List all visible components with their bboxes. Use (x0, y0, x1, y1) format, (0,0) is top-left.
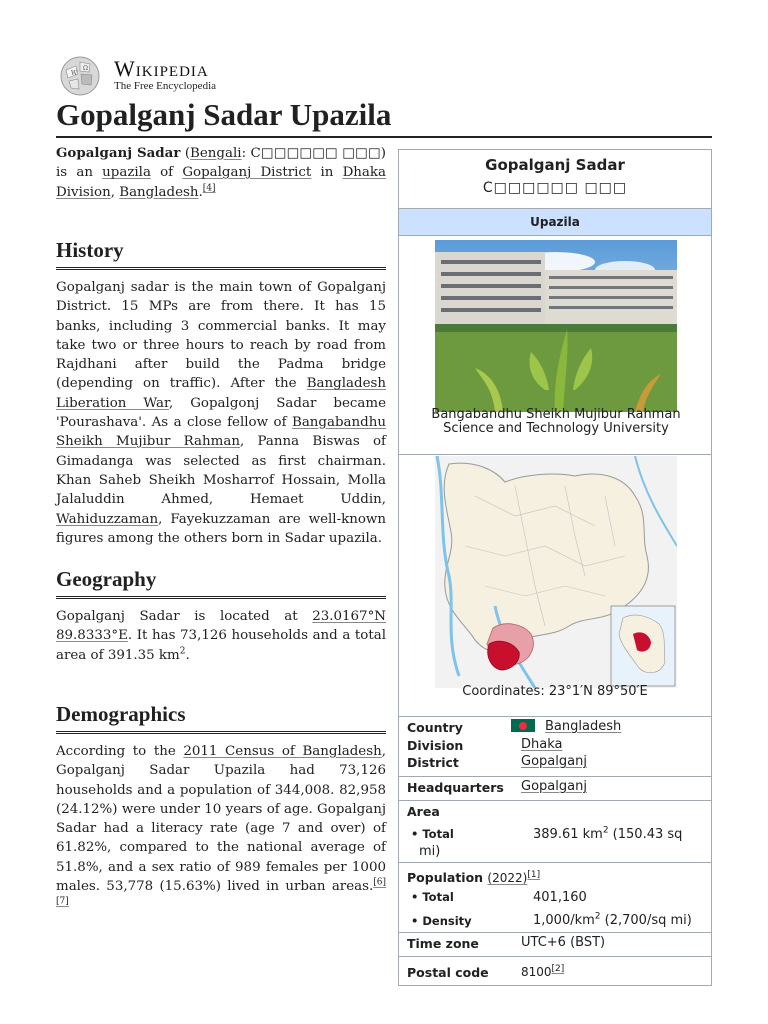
link-upazila[interactable]: upazila (102, 165, 151, 181)
intro-text: , (110, 184, 120, 200)
refs-6-7[interactable]: [6][7] (56, 877, 386, 907)
density-rest: (2,700/sq mi) (600, 913, 692, 928)
ref-1[interactable]: [1] (527, 869, 541, 880)
photo-caption: Bangabandhu Sheikh Mujibur Rahman Science and Technology University (431, 407, 681, 436)
intro-paragraph (56, 144, 386, 202)
link-country-bangladesh[interactable]: Bangladesh (545, 719, 622, 734)
link-coordinates[interactable]: 23.0167°N 89.8333°E (56, 609, 386, 644)
link-population-year[interactable]: (2022) (487, 871, 528, 885)
value-density (533, 913, 692, 928)
bengali-name: : C□□□□□□ □□□ (241, 146, 381, 161)
svg-text:W: W (71, 70, 78, 77)
demographics-text: According to the (56, 744, 184, 759)
population-text: Population (407, 870, 484, 885)
label-density: • Density (411, 914, 472, 928)
value-division[interactable]: Dhaka (521, 737, 563, 752)
wikipedia-logo[interactable] (56, 54, 356, 96)
wikipedia-globe-icon (56, 54, 104, 96)
geography-text: . It has 73,126 households and a total area of 391.35 km (56, 628, 386, 663)
intro-subject: Gopalganj Sadar (56, 145, 181, 161)
value-country[interactable] (511, 719, 621, 734)
link-census-2011[interactable]: 2011 Census of Bangladesh (183, 744, 382, 759)
postal-number: 8100 (521, 965, 552, 979)
link-wahiduzzaman[interactable]: Wahiduzzaman (56, 511, 159, 527)
area-total-number: 389.61 km (533, 827, 603, 842)
infobox (398, 149, 712, 986)
label-time-zone[interactable]: Time zone (407, 936, 479, 951)
page-title: Gopalganj Sadar Upazila (56, 96, 712, 138)
geography-paragraph (56, 607, 386, 665)
section-heading-history: History (56, 236, 386, 270)
density-sup: 2 (594, 911, 601, 922)
wikipedia-tagline: The Free Encyclopedia (114, 80, 217, 92)
label-area: Area (407, 804, 440, 819)
link-dhaka-division[interactable]: Dhaka Division (56, 165, 387, 200)
intro-text: ( (180, 146, 191, 161)
intro-text: . (198, 184, 203, 200)
area-sup: 2 (602, 825, 609, 836)
intro-text: of (150, 165, 183, 181)
label-area-total: • Total (411, 827, 454, 841)
demographics-text: , Gopalganj Sadar Upazila had 73,126 households and a population of 344,008. 82,958 (24.12%) were under 10 years of age. Gopalganj Sadar had a literacy rate (age 7 and over) of 61.82%, compared to the national average of 51.8%, and a sex ratio of 989 females per 1000 males. 53,778 (15.63%) lived in urban areas. (56, 744, 386, 895)
label-division[interactable]: Division (407, 738, 464, 753)
value-headquarters[interactable]: Gopalganj (521, 779, 587, 794)
infobox-native-name: C□□□□□□ □□□ (482, 180, 628, 196)
ref-2[interactable]: [2] (551, 964, 565, 974)
ref-4[interactable]: [4] (202, 183, 216, 194)
section-heading-geography: Geography (56, 565, 386, 599)
sup-2: 2 (179, 646, 186, 657)
label-district[interactable]: District (407, 755, 459, 770)
area-total-text: Total (422, 827, 454, 841)
value-district[interactable]: Gopalganj (521, 754, 587, 769)
link-mujibur-rahman[interactable]: Bangabandhu Sheikh Mujibur Rahman (56, 415, 386, 450)
geography-text: Gopalganj Sadar is located at (56, 609, 313, 624)
value-area-wrap: mi) (419, 844, 441, 859)
label-postal-code[interactable]: Postal code (407, 965, 489, 980)
value-area-total (533, 827, 682, 842)
label-population-total: • Total (411, 890, 454, 904)
wikipedia-wordmark: Wikipedia (114, 56, 209, 81)
link-bengali[interactable]: Bengali (190, 146, 242, 161)
location-map[interactable] (435, 456, 677, 688)
value-postal-code (521, 965, 564, 979)
history-text: , Gopalgonj Sadar became 'Pourashava'. As a close fellow of (56, 395, 386, 431)
infobox-type-header: Upazila (399, 208, 711, 236)
label-country[interactable]: Country (407, 720, 463, 735)
link-liberation-war[interactable]: Bangladesh Liberation War (56, 376, 386, 411)
density-number: 1,000/km (533, 913, 595, 928)
demographics-paragraph (56, 742, 386, 916)
value-population-total: 401,160 (533, 890, 587, 905)
section-heading-demographics: Demographics (56, 700, 386, 734)
intro-text: in (311, 165, 343, 181)
label-headquarters: Headquarters (407, 780, 504, 795)
intro-text: ) is an (56, 146, 386, 181)
university-photo[interactable] (435, 240, 677, 412)
density-text: Density (422, 914, 472, 928)
history-text: , Fayekuzzaman are well-known figures among the others born in Sadar upazila. (56, 511, 386, 546)
population-total-text: Total (422, 890, 454, 904)
infobox-coordinates[interactable]: Coordinates: 23°1′N 89°50′E (462, 684, 648, 699)
area-total-rest: (150.43 sq (608, 827, 683, 842)
link-bangladesh[interactable]: Bangladesh (119, 184, 199, 200)
link-gopalganj-district[interactable]: Gopalganj District (182, 165, 312, 181)
value-time-zone[interactable]: UTC+6 (BST) (521, 935, 606, 950)
history-text: , Panna Biswas of Gimadanga was selected as first chairman. Khan Saheb Sheikh Mosharrof Hossain, Molla Jalaluddin Ahmed, Hemaet Uddin, (56, 434, 386, 508)
geography-text: . (185, 647, 190, 663)
label-population[interactable] (407, 870, 540, 885)
svg-text:Ω: Ω (83, 65, 88, 72)
history-text: Gopalganj sadar is the main town of Gopalganj District. 15 MPs are from there. It has 15 banks, including 3 commercial banks. It may take two or three hours to reach by road from Rajdhani after build the Padma bridge (depending on traffic). After the (56, 280, 386, 392)
history-paragraph (56, 278, 386, 548)
infobox-title: Gopalganj Sadar (485, 156, 625, 174)
bangladesh-flag-icon (511, 719, 535, 732)
